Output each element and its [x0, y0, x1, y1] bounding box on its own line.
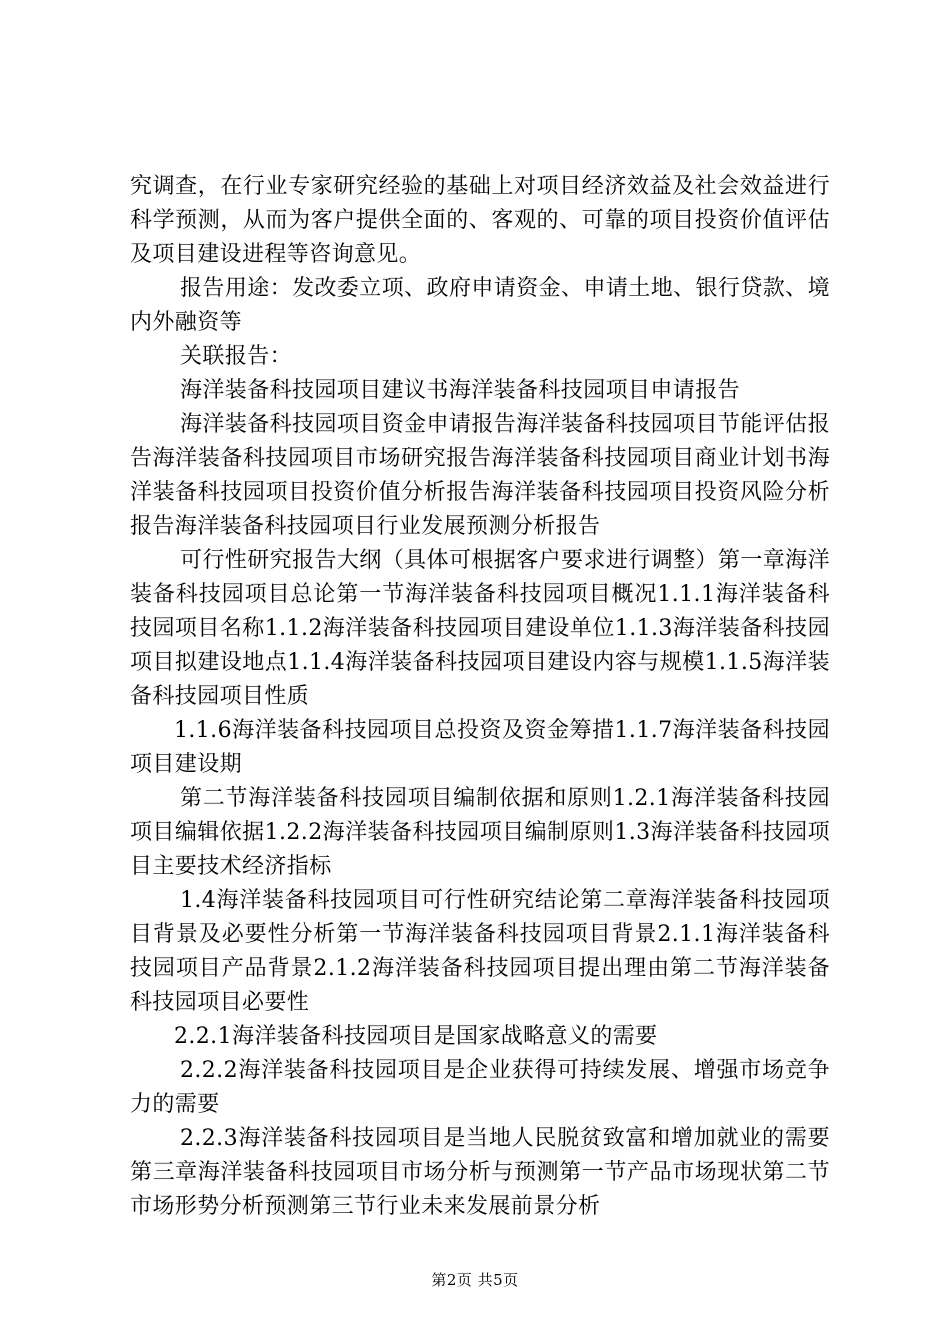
paragraph-outline-1-4: 1.4海洋装备科技园项目可行性研究结论第二章海洋装备科技园项目背景及必要性分析第一节海洋装备科技园项目背景2.1.1海洋装备科技园项目产品背景2.1.2海洋装备科技园项目提出理由第二节海洋装备科技园项目必要性: [130, 888, 830, 1015]
paragraph-related-reports-heading: 关联报告：: [180, 344, 293, 369]
paragraph-outline-2-2-3: 2.2.3海洋装备科技园项目是当地人民脱贫致富和增加就业的需要第三章海洋装备科技园项目市场分析与预测第一节产品市场现状第二节市场形势分析预测第三节行业未来发展前景分析: [130, 1126, 830, 1219]
paragraph-outline-1-1-6: 1.1.6海洋装备科技园项目总投资及资金筹措1.1.7海洋装备科技园项目建设期: [130, 718, 830, 777]
page-number-footer: 第2页 共5页: [431, 1271, 519, 1289]
paragraph-related-reports-line-1: 海洋装备科技园项目建议书海洋装备科技园项目申请报告: [180, 378, 741, 403]
paragraph-report-usage: 报告用途：发改委立项、政府申请资金、申请土地、银行贷款、境内外融资等: [130, 276, 830, 335]
paragraph-outline-section-2: 第二节海洋装备科技园项目编制依据和原则1.2.1海洋装备科技园项目编辑依据1.2.2海洋装备科技园项目编制原则1.3海洋装备科技园项目主要技术经济指标: [130, 786, 830, 879]
paragraph-intro-continuation: 究调查，在行业专家研究经验的基础上对项目经济效益及社会效益进行科学预测，从而为客户提供全面的、客观的、可靠的项目投资价值评估及项目建设进程等咨询意见。: [130, 174, 830, 267]
paragraph-outline-chapter-1: 可行性研究报告大纲（具体可根据客户要求进行调整）第一章海洋装备科技园项目总论第一节海洋装备科技园项目概况1.1.1海洋装备科技园项目名称1.1.2海洋装备科技园项目建设单位1.1.3海洋装备科技园项目拟建设地点1.1.4海洋装备科技园项目建设内容与规模1.1.5海洋装备科技园项目性质: [130, 548, 830, 709]
document-body: [130, 170, 830, 1224]
paragraph-related-reports-list: 海洋装备科技园项目资金申请报告海洋装备科技园项目节能评估报告海洋装备科技园项目市场研究报告海洋装备科技园项目商业计划书海洋装备科技园项目投资价值分析报告海洋装备科技园项目投资风险分析报告海洋装备科技园项目行业发展预测分析报告: [130, 412, 830, 539]
paragraph-outline-2-2-1: 2.2.1海洋装备科技园项目是国家战略意义的需要: [174, 1024, 658, 1049]
paragraph-outline-2-2-2: 2.2.2海洋装备科技园项目是企业获得可持续发展、增强市场竞争力的需要: [130, 1058, 830, 1117]
